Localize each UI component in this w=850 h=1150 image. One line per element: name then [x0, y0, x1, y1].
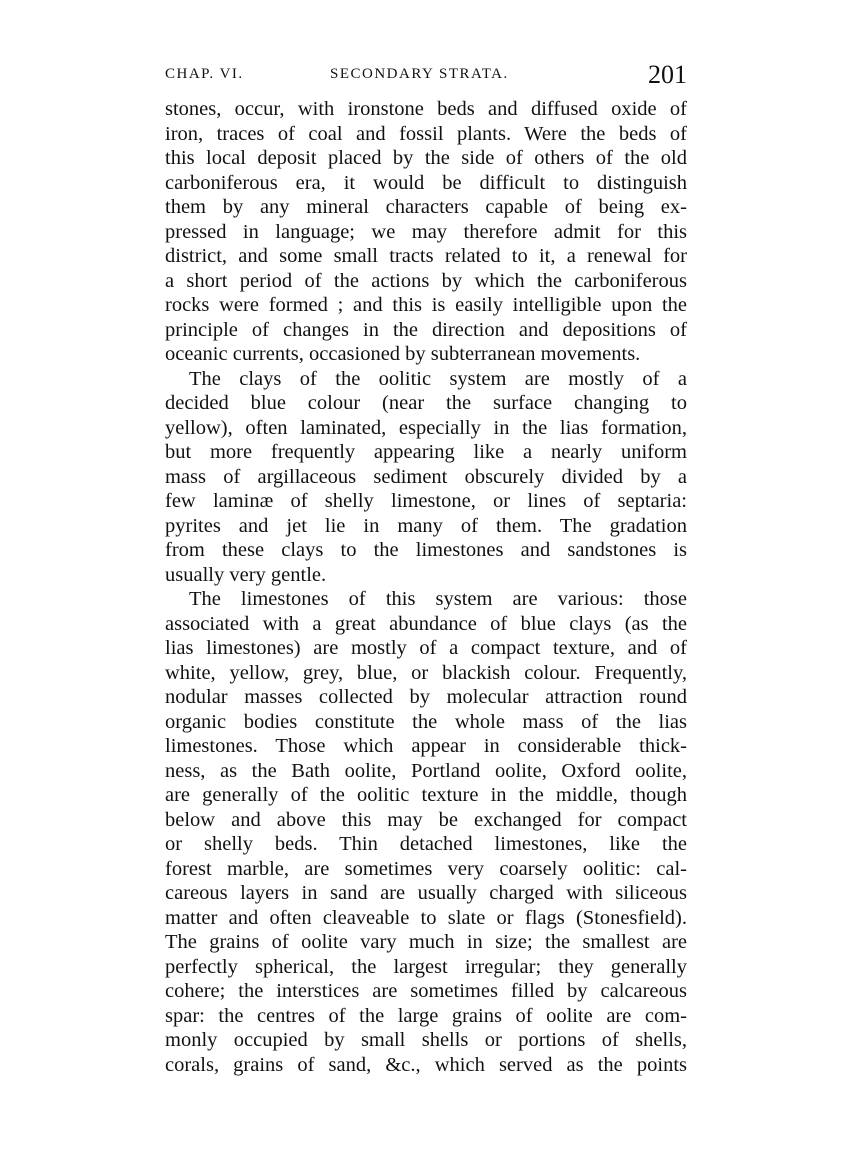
- chapter-label: CHAP. VI.: [165, 66, 244, 82]
- text-line: matter and often cleaveable to slate or flags (Stonesfield).: [165, 906, 687, 929]
- text-line: mass of argillaceous sediment obscurely divided by a: [165, 465, 687, 488]
- text-line: stones, occur, with ironstone beds and diffused oxide of: [165, 98, 687, 120]
- page-number: 201: [648, 60, 687, 89]
- text-line: district, and some small tracts related to it, a renewal for: [165, 245, 687, 267]
- text-line: spar: the centres of the large grains of oolite are com-: [165, 1004, 687, 1027]
- text-line: white, yellow, grey, blue, or blackish colour. Frequently,: [165, 661, 687, 684]
- text-line: from these clays to the limestones and sandstones is: [165, 539, 687, 561]
- text-line: or shelly beds. Thin detached limestones, like the: [165, 833, 687, 855]
- running-head: [165, 60, 687, 90]
- text-line: but more frequently appearing like a nearly uniform: [165, 441, 687, 463]
- text-line: carboniferous era, it would be difficult to distinguish: [165, 171, 687, 194]
- text-line: iron, traces of coal and fossil plants. Were the beds of: [165, 122, 687, 145]
- text-line: oceanic currents, occasioned by subterranean movements.: [165, 343, 641, 365]
- text-line: lias limestones) are mostly of a compact texture, and of: [165, 637, 687, 659]
- text-line: The clays of the oolitic system are mostly of a: [189, 367, 687, 390]
- text-line: forest marble, are sometimes very coarsely oolitic: cal-: [165, 857, 687, 880]
- text-line: decided blue colour (near the surface changing to: [165, 392, 687, 414]
- text-line: below and above this may be exchanged for compact: [165, 808, 687, 831]
- text-line: them by any mineral characters capable of being ex-: [165, 196, 687, 218]
- text-line: perfectly spherical, the largest irregular; they generally: [165, 955, 687, 978]
- text-line: few laminæ of shelly limestone, or lines of septaria:: [165, 490, 687, 512]
- running-title: SECONDARY STRATA.: [330, 66, 509, 82]
- text-line: yellow), often laminated, especially in the lias formation,: [165, 416, 687, 439]
- text-line: usually very gentle.: [165, 563, 327, 586]
- text-line: associated with a great abundance of blue clays (as the: [165, 612, 687, 635]
- text-line: The limestones of this system are various: those: [189, 588, 687, 610]
- text-line: corals, grains of sand, &c., which served as the points: [165, 1053, 687, 1076]
- text-line: pyrites and jet lie in many of them. The gradation: [165, 514, 687, 537]
- text-line: nodular masses collected by molecular attraction round: [165, 686, 687, 708]
- text-line: limestones. Those which appear in considerable thick-: [165, 735, 687, 757]
- text-line: cohere; the interstices are sometimes filled by calcareous: [165, 980, 687, 1002]
- text-line: rocks were formed ; and this is easily intelligible upon the: [165, 294, 687, 316]
- text-line: monly occupied by small shells or portions of shells,: [165, 1029, 687, 1051]
- text-line: are generally of the oolitic texture in the middle, though: [165, 784, 687, 806]
- body-text: [165, 97, 687, 1077]
- text-line: careous layers in sand are usually charged with siliceous: [165, 882, 687, 904]
- text-line: principle of changes in the direction and depositions of: [165, 318, 687, 341]
- text-line: a short period of the actions by which the carboniferous: [165, 269, 687, 292]
- text-line: ness, as the Bath oolite, Portland oolite, Oxford oolite,: [165, 759, 687, 782]
- text-line: The grains of oolite vary much in size; the smallest are: [165, 931, 687, 953]
- text-line: organic bodies constitute the whole mass of the lias: [165, 710, 687, 733]
- text-line: this local deposit placed by the side of others of the old: [165, 147, 687, 169]
- text-line: pressed in language; we may therefore admit for this: [165, 220, 687, 243]
